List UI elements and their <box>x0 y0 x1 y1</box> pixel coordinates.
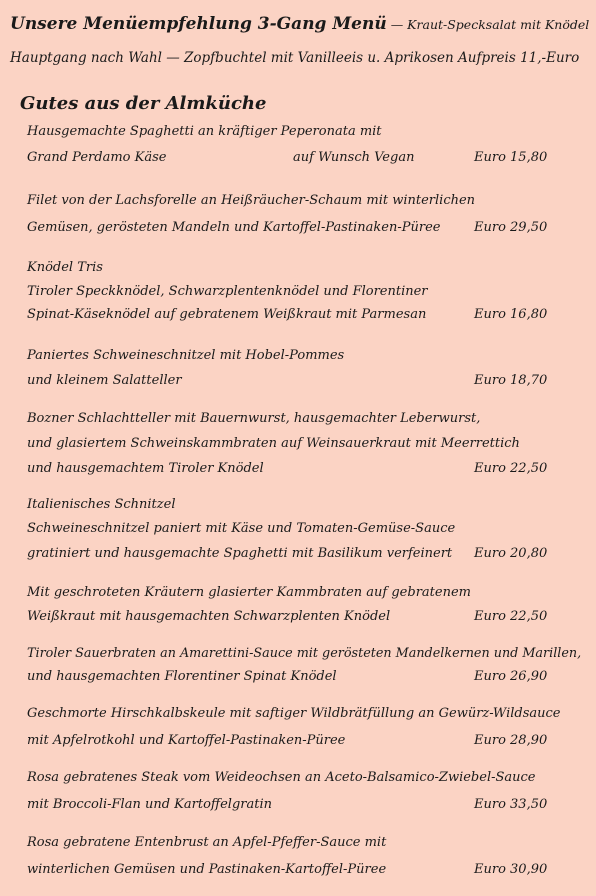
item-line: Mit geschroteten Kräutern glasierter Kammbraten auf gebratenem <box>27 585 471 600</box>
menu-header-line-2: Hauptgang nach Wahl — Zopfbuchtel mit Vanilleeis u. Aprikosen Aufpreis 11,-Euro <box>10 50 580 66</box>
item-price: Euro 18,70 <box>474 373 548 388</box>
item-price: Euro 15,80 <box>474 150 548 165</box>
item-line: und glasiertem Schweinskammbraten auf Weinsauerkraut mit Meerrettich <box>27 436 520 451</box>
item-line: Geschmorte Hirschkalbskeule mit saftiger Wildbrätfüllung an Gewürz-Wildsauce <box>27 706 561 721</box>
item-line: Gemüsen, gerösteten Mandeln und Kartoffel-Pastinaken-Püree <box>27 220 441 235</box>
item-price: Euro 33,50 <box>474 797 548 812</box>
starter-text: — Kraut-Specksalat mit Knödel <box>390 17 590 32</box>
item-line: Tiroler Speckknödel, Schwarzplentenknödel und Florentiner <box>27 284 428 299</box>
item-line: Rosa gebratene Entenbrust an Apfel-Pfeffer-Sauce mit <box>27 835 387 850</box>
item-line: Bozner Schlachtteller mit Bauernwurst, hausgemachter Leberwurst, <box>27 411 481 426</box>
item-line: Grand Perdamo Käse <box>27 150 167 165</box>
item-line: Tiroler Sauerbraten an Amarettini-Sauce mit gerösteten Mandelkernen und Marillen, <box>27 646 582 661</box>
item-price: Euro 26,90 <box>474 669 548 684</box>
item-line: Paniertes Schweineschnitzel mit Hobel-Pommes <box>27 348 345 363</box>
item-note: auf Wunsch Vegan <box>293 150 415 165</box>
item-line: mit Apfelrotkohl und Kartoffel-Pastinaken-Püree <box>27 733 346 748</box>
section-title: Gutes aus der Almküche <box>20 93 267 114</box>
item-price: Euro 22,50 <box>474 609 548 624</box>
item-price: Euro 22,50 <box>474 461 548 476</box>
item-line: gratiniert und hausgemachte Spaghetti mit Basilikum verfeinert <box>27 546 453 561</box>
item-price: Euro 16,80 <box>474 307 548 322</box>
item-price: Euro 30,90 <box>474 862 548 877</box>
item-price: Euro 28,90 <box>474 733 548 748</box>
item-line: Schweineschnitzel paniert mit Käse und Tomaten-Gemüse-Sauce <box>27 521 456 536</box>
item-price: Euro 20,80 <box>474 546 548 561</box>
item-line: mit Broccoli-Flan und Kartoffelgratin <box>27 797 272 812</box>
item-line: Spinat-Käseknödel auf gebratenem Weißkraut mit Parmesan <box>27 307 427 322</box>
item-line: Italienisches Schnitzel <box>27 497 176 512</box>
item-line: Weißkraut mit hausgemachten Schwarzplenten Knödel <box>27 609 391 624</box>
menu-title: Unsere Menüempfehlung 3-Gang Menü <box>10 14 387 34</box>
item-line: winterlichen Gemüsen und Pastinaken-Kartoffel-Püree <box>27 862 387 877</box>
menu-header-line-1 <box>10 14 589 34</box>
item-line: Rosa gebratenes Steak vom Weideochsen an Aceto-Balsamico-Zwiebel-Sauce <box>27 770 536 785</box>
item-line: und hausgemachtem Tiroler Knödel <box>27 461 264 476</box>
item-price: Euro 29,50 <box>474 220 548 235</box>
item-line: und hausgemachten Florentiner Spinat Knödel <box>27 669 337 684</box>
item-line: und kleinem Salatteller <box>27 373 182 388</box>
item-line: Hausgemachte Spaghetti an kräftiger Peperonata mit <box>27 124 382 139</box>
item-line: Filet von der Lachsforelle an Heißräucher-Schaum mit winterlichen <box>27 193 476 208</box>
item-line: Knödel Tris <box>27 260 103 275</box>
